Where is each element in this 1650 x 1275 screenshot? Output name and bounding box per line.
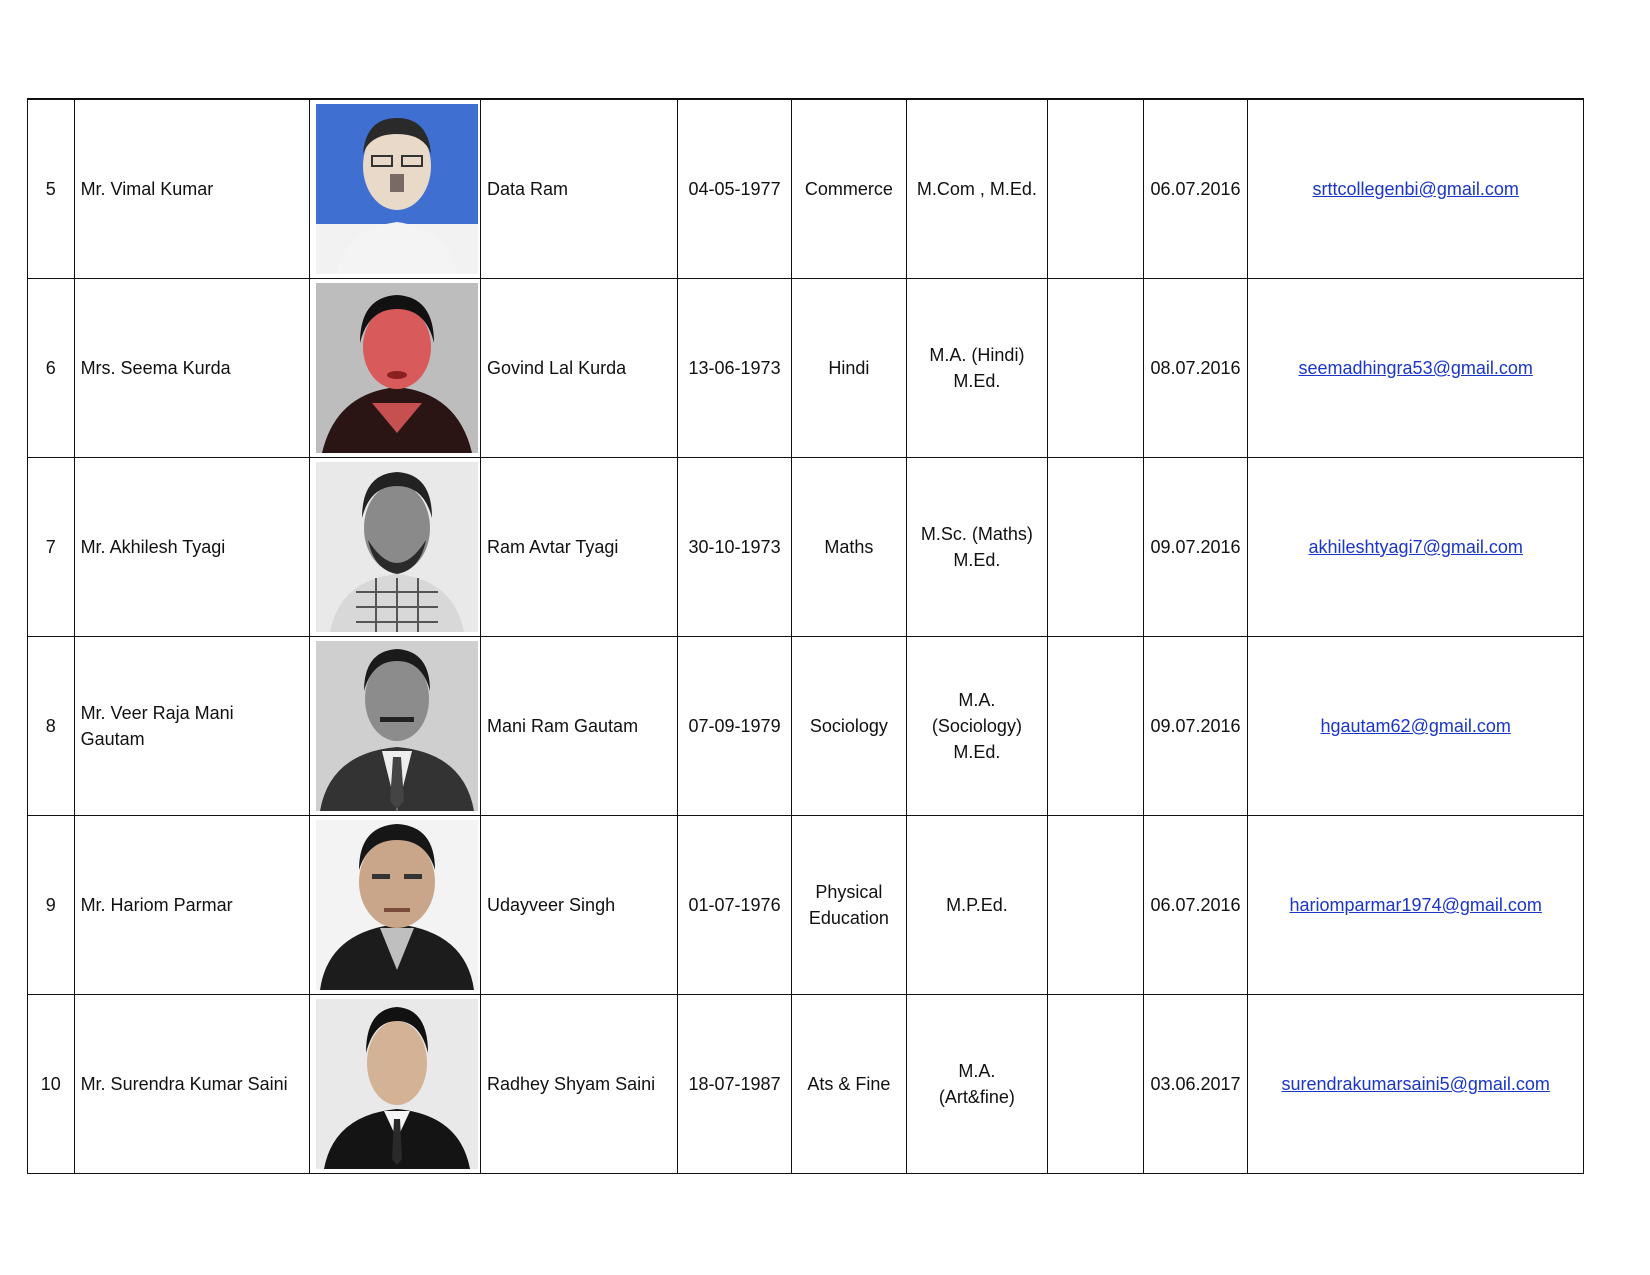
email-link[interactable]: srttcollegenbi@gmail.com <box>1312 179 1519 199</box>
qualification <box>906 816 1048 995</box>
serial-number: 9 <box>28 816 75 995</box>
qualification <box>906 279 1048 458</box>
joining-date: 08.07.2016 <box>1143 279 1248 458</box>
father-name: Udayveer Singh <box>481 816 678 995</box>
date-of-birth: 01-07-1976 <box>677 816 791 995</box>
table-row <box>28 637 1584 816</box>
date-of-birth: 18-07-1987 <box>677 995 791 1174</box>
teacher-name: Mr. Surendra Kumar Saini <box>74 995 309 1174</box>
qualification-text: M.A. (Sociology) M.Ed. <box>931 690 1022 762</box>
serial-number: 7 <box>28 458 75 637</box>
qualification-text: M.A. (Hindi) M.Ed. <box>929 345 1025 391</box>
email-link[interactable]: akhileshtyagi7@gmail.com <box>1308 537 1523 557</box>
staff-rows <box>28 99 1584 1174</box>
email-cell <box>1248 458 1584 637</box>
subject: Sociology <box>792 637 906 816</box>
serial-number: 6 <box>28 279 75 458</box>
teacher-photo <box>316 641 478 811</box>
photo-cell <box>309 99 480 279</box>
photo-cell <box>309 458 480 637</box>
teacher-photo <box>316 462 478 632</box>
email-link[interactable]: surendrakumarsaini5@gmail.com <box>1281 1074 1550 1094</box>
table-row <box>28 816 1584 995</box>
table-row <box>28 99 1584 279</box>
subject: Physical Education <box>792 816 906 995</box>
photo-cell <box>309 637 480 816</box>
teacher-photo <box>316 283 478 453</box>
teacher-name: Mrs. Seema Kurda <box>74 279 309 458</box>
blank-cell <box>1048 458 1143 637</box>
date-of-birth: 04-05-1977 <box>677 99 791 279</box>
blank-cell <box>1048 99 1143 279</box>
joining-date: 09.07.2016 <box>1143 458 1248 637</box>
qualification <box>906 995 1048 1174</box>
father-name: Ram Avtar Tyagi <box>481 458 678 637</box>
father-name: Govind Lal Kurda <box>481 279 678 458</box>
email-cell <box>1248 995 1584 1174</box>
photo-cell <box>309 816 480 995</box>
subject: Maths <box>792 458 906 637</box>
date-of-birth: 13-06-1973 <box>677 279 791 458</box>
teacher-photo <box>316 820 478 990</box>
teacher-name: Mr. Vimal Kumar <box>74 99 309 279</box>
qualification <box>906 458 1048 637</box>
joining-date: 06.07.2016 <box>1143 816 1248 995</box>
blank-cell <box>1048 816 1143 995</box>
serial-number: 10 <box>28 995 75 1174</box>
email-cell <box>1248 816 1584 995</box>
blank-cell <box>1048 637 1143 816</box>
subject: Ats & Fine <box>792 995 906 1174</box>
email-link[interactable]: hariomparmar1974@gmail.com <box>1289 895 1542 915</box>
staff-table <box>27 98 1584 1174</box>
email-cell <box>1248 637 1584 816</box>
email-link[interactable]: hgautam62@gmail.com <box>1320 716 1511 736</box>
blank-cell <box>1048 995 1143 1174</box>
table-row <box>28 458 1584 637</box>
joining-date: 03.06.2017 <box>1143 995 1248 1174</box>
qualification-text: M.Com , M.Ed. <box>916 179 1037 199</box>
qualification <box>906 637 1048 816</box>
joining-date: 09.07.2016 <box>1143 637 1248 816</box>
email-cell <box>1248 99 1584 279</box>
email-cell <box>1248 279 1584 458</box>
teacher-photo <box>316 999 478 1169</box>
serial-number: 8 <box>28 637 75 816</box>
teacher-photo <box>316 104 478 274</box>
qualification-text: M.Sc. (Maths) M.Ed. <box>920 524 1033 570</box>
father-name: Mani Ram Gautam <box>481 637 678 816</box>
father-name: Data Ram <box>481 99 678 279</box>
serial-number: 5 <box>28 99 75 279</box>
table-row <box>28 279 1584 458</box>
photo-cell <box>309 995 480 1174</box>
teacher-name: Mr. Veer Raja Mani Gautam <box>74 637 309 816</box>
joining-date: 06.07.2016 <box>1143 99 1248 279</box>
qualification-text: M.A. (Art&fine) <box>938 1061 1015 1107</box>
date-of-birth: 30-10-1973 <box>677 458 791 637</box>
email-link[interactable]: seemadhingra53@gmail.com <box>1298 358 1533 378</box>
photo-cell <box>309 279 480 458</box>
teacher-name: Mr. Hariom Parmar <box>74 816 309 995</box>
date-of-birth: 07-09-1979 <box>677 637 791 816</box>
teacher-name: Mr. Akhilesh Tyagi <box>74 458 309 637</box>
table-row <box>28 995 1584 1174</box>
qualification <box>906 99 1048 279</box>
qualification-text: M.P.Ed. <box>946 895 1008 915</box>
subject: Commerce <box>792 99 906 279</box>
blank-cell <box>1048 279 1143 458</box>
subject: Hindi <box>792 279 906 458</box>
father-name: Radhey Shyam Saini <box>481 995 678 1174</box>
